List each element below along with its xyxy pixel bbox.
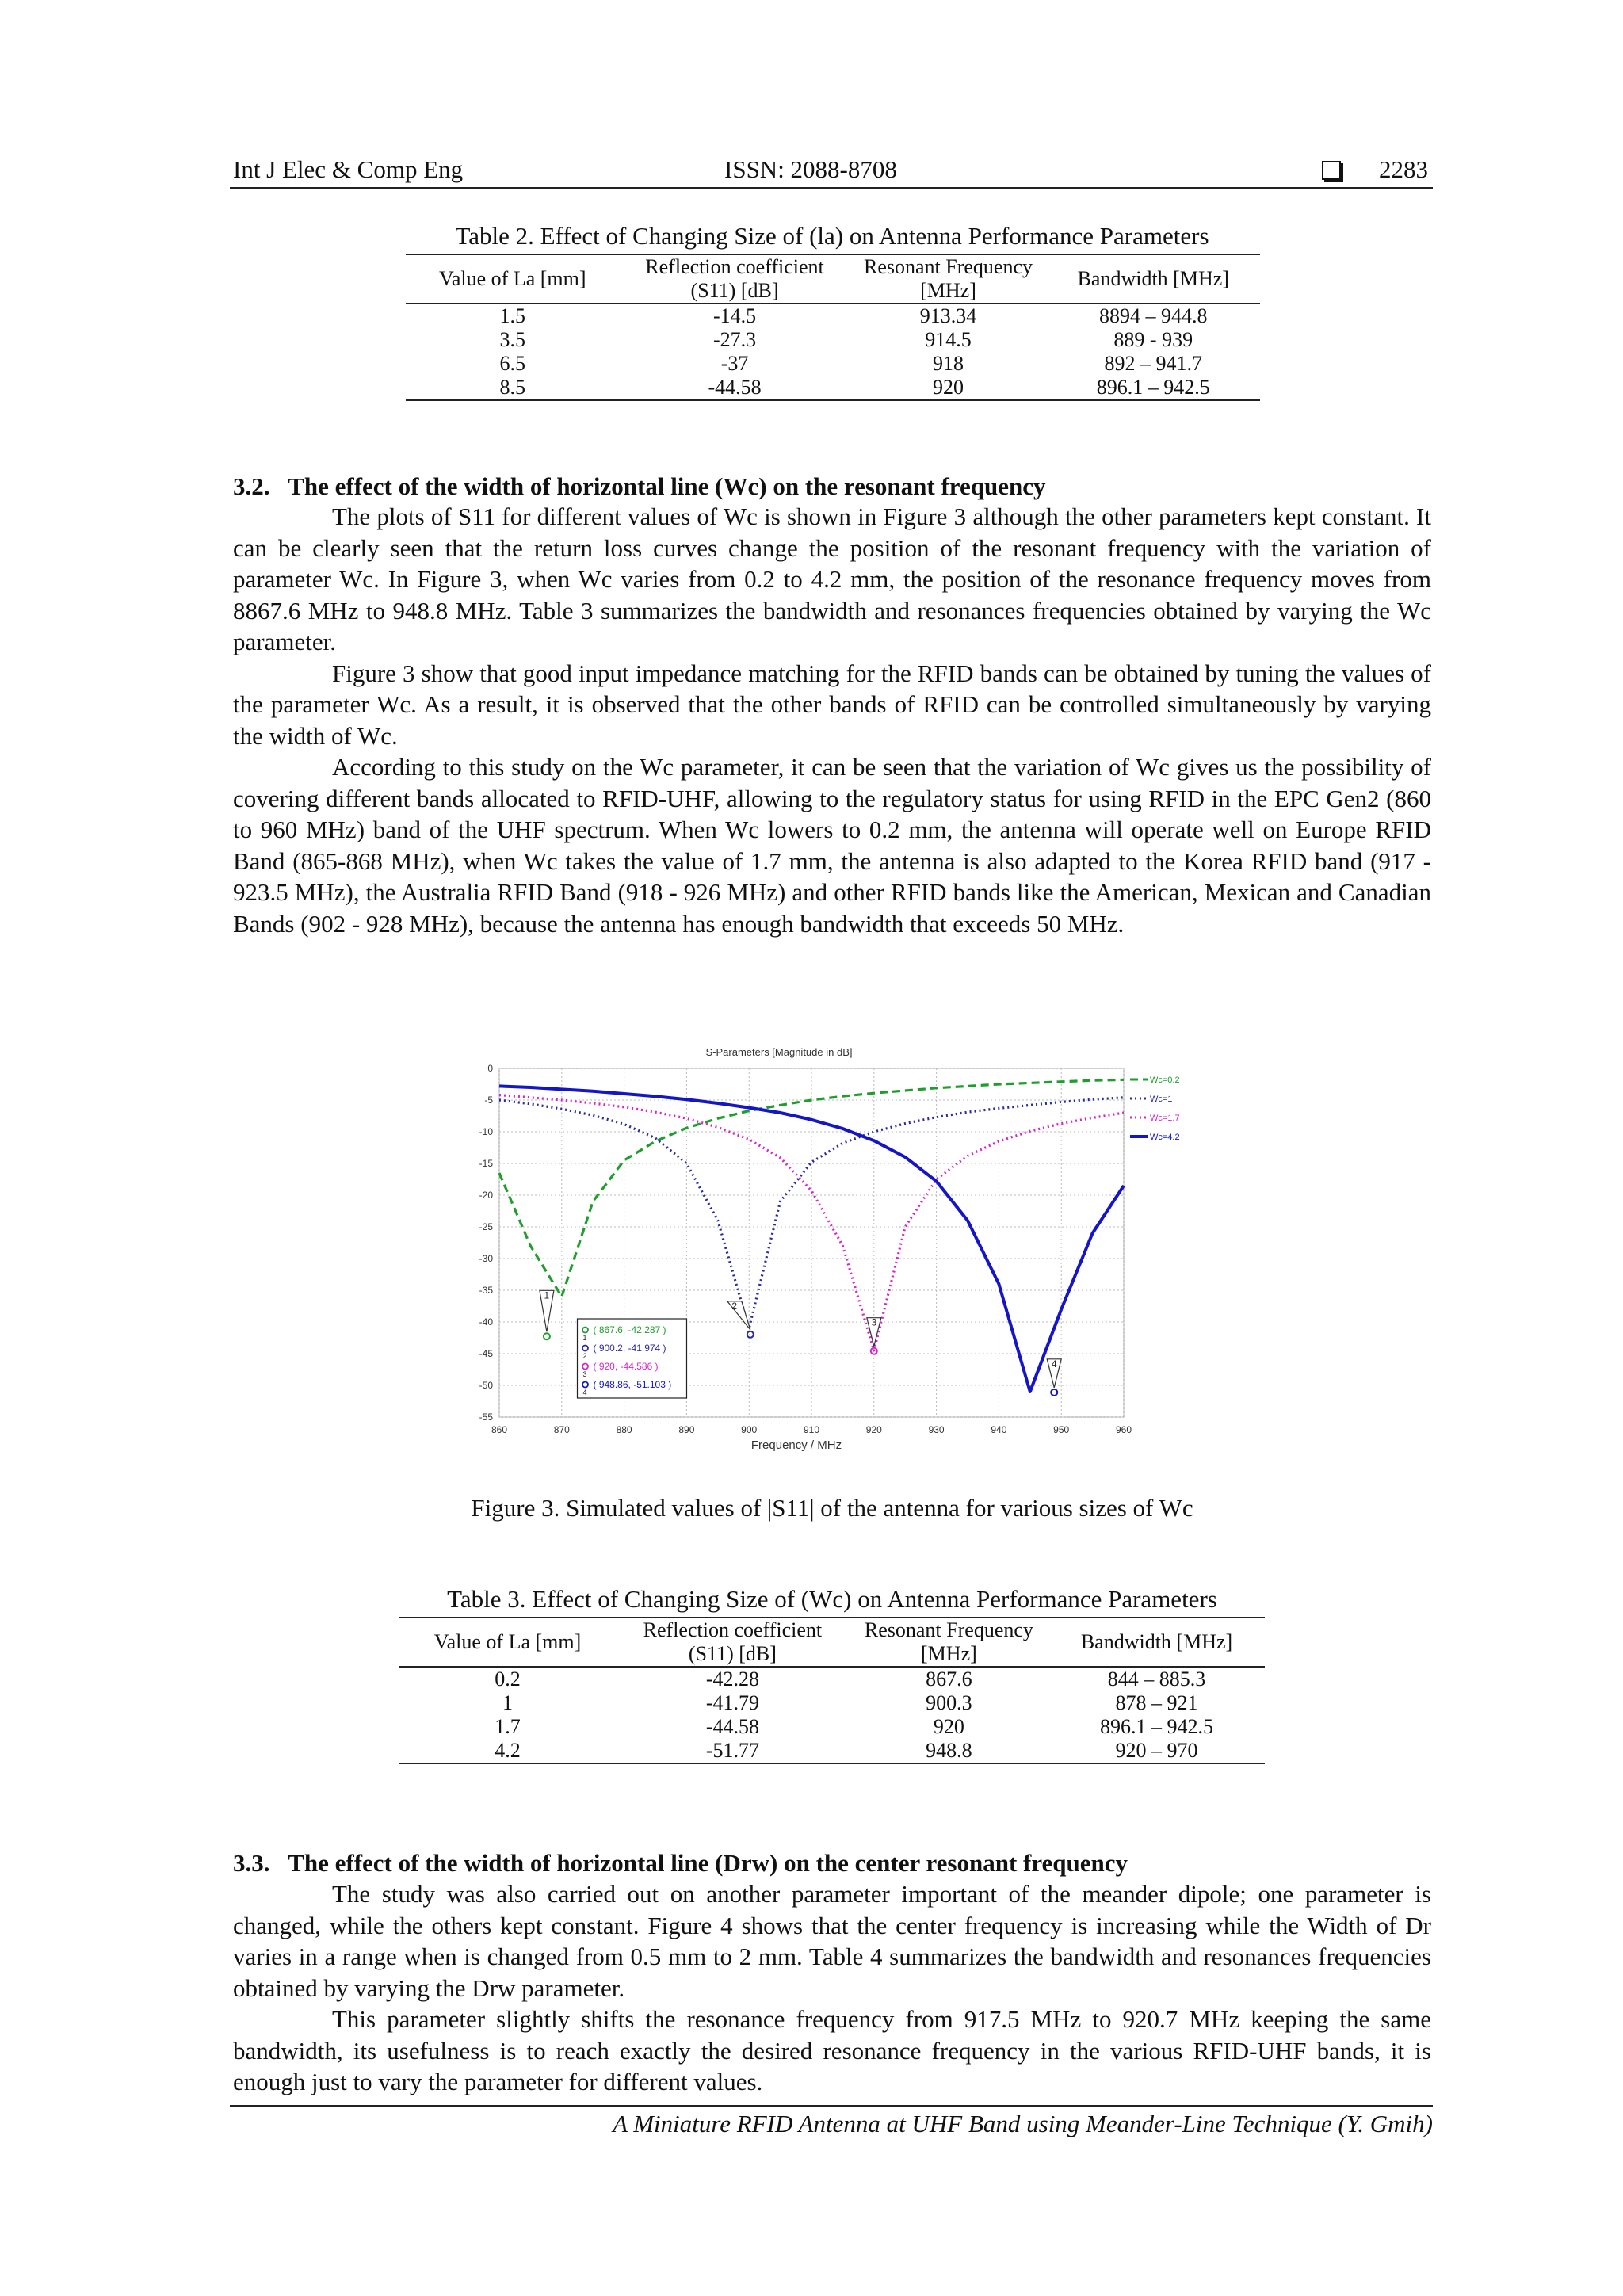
x-tick-label: 880 [616, 1424, 632, 1435]
x-tick-label: 910 [803, 1424, 820, 1435]
section-heading: 3.3. The effect of the width of horizontal line (Drw) on the center resonant frequency [233, 1849, 1128, 1877]
marker-number: 4 [1051, 1358, 1057, 1370]
table-row [406, 376, 1260, 400]
y-tick-label: 0 [487, 1063, 493, 1074]
y-tick-label: -55 [479, 1412, 493, 1423]
table-cell: 920 [933, 376, 964, 399]
legend-label: Wc=4.2 [1150, 1133, 1180, 1142]
page-number: 2283 [1379, 155, 1428, 183]
table2-caption: Table 2. Effect of Changing Size of (la) on Antenna Performance Parameters [455, 222, 1209, 250]
marker-number: 3 [871, 1316, 877, 1328]
table3-caption: Table 3. Effect of Changing Size of (Wc) on Antenna Performance Parameters [447, 1585, 1217, 1613]
figure3-caption: Figure 3. Simulated values of |S11| of the antenna for various sizes of Wc [471, 1494, 1193, 1522]
paragraph: Figure 3 show that good input impedance matching for the RFID bands can be obtained by tuning the values of the parameter Wc. As a result, it is observed that the other bands of RFID can be controlled simultaneously by varying the width of Wc. [233, 659, 1431, 750]
paragraph: According to this study on the Wc parameter, it can be seen that the variation of Wc gives us the possibility of covering different bands allocated to RFID-UHF, allowing to the regulatory status for using RFID in the EPC Gen2 (860 to 960 MHz) band of the UHF spectrum. When Wc lowers to 0.2 mm, the antenna will operate well on Europe RFID Band (865-868 MHz), when Wc takes the value of 1.7 mm, the antenna is also adapted to the Korea RFID band (917 - 923.5 MHz), the Australia RFID Band (918 - 926 MHz) and other RFID bands like the American, Mexican and Canadian Bands (902 - 928 MHz), because the antenna has enough bandwidth that exceeds 50 MHz. [233, 753, 1431, 938]
table-cell: 948.8 [926, 1739, 972, 1762]
table-cell: 920 [933, 1715, 964, 1738]
y-tick-label: -20 [479, 1190, 493, 1201]
y-tick-label: -15 [479, 1158, 493, 1169]
x-tick-label: 960 [1115, 1424, 1132, 1435]
y-tick-label: -30 [479, 1253, 493, 1264]
table-cell: 914.5 [925, 328, 972, 351]
table-cell: -27.3 [712, 328, 757, 351]
y-tick-label: -40 [479, 1316, 493, 1328]
footer-rule [230, 2105, 1433, 2107]
table-cell: 896.1 – 942.5 [1096, 376, 1210, 399]
marker-value: ( 920, -44.586 ) [593, 1361, 659, 1372]
table-cell: 4.2 [495, 1739, 521, 1762]
marker-index: 1 [582, 1334, 587, 1342]
marker-index: 4 [582, 1389, 587, 1396]
table2-header: Value of La [mm] [438, 267, 586, 290]
table-cell: 913.34 [919, 304, 977, 327]
table-row [406, 328, 1260, 352]
y-tick-label: -5 [484, 1095, 493, 1106]
s11-chart [466, 1038, 1191, 1473]
legend-label: Wc=1 [1150, 1095, 1173, 1104]
table3-header: Resonant Frequency [MHz] [864, 1618, 1033, 1665]
issn: ISSN: 2088-8708 [724, 155, 897, 183]
table-cell: 900.3 [926, 1691, 972, 1714]
x-axis-label: Frequency / MHz [750, 1438, 842, 1452]
table-cell: -37 [720, 352, 749, 375]
table-cell: 6.5 [499, 352, 525, 375]
table-cell: 918 [933, 352, 964, 375]
y-tick-label: -50 [479, 1380, 493, 1391]
marker-value: ( 900.2, -41.974 ) [593, 1343, 666, 1354]
table3 [399, 1617, 1265, 1764]
legend-label: Wc=0.2 [1150, 1075, 1180, 1085]
table-row [399, 1691, 1265, 1715]
table-cell: 1.5 [499, 304, 525, 327]
table-cell: 844 – 885.3 [1107, 1668, 1206, 1690]
table-cell: -51.77 [705, 1739, 759, 1762]
section-body [233, 1878, 1431, 2098]
table2-header: Reflection coefficient (S11) [dB] [645, 255, 824, 302]
table2 [406, 254, 1260, 401]
y-tick-label: -45 [479, 1348, 493, 1359]
x-tick-label: 860 [491, 1424, 508, 1435]
table-cell: 867.6 [926, 1668, 972, 1690]
table-cell: -41.79 [705, 1691, 759, 1714]
running-title: A Miniature RFID Antenna at UHF Band using Meander-Line Technique (Y. Gmih) [613, 2110, 1433, 2137]
table-row [399, 1667, 1265, 1691]
table-cell: 8.5 [499, 376, 525, 399]
x-tick-label: 950 [1053, 1424, 1070, 1435]
paragraph: This parameter slightly shifts the resonance frequency from 917.5 MHz to 920.7 MHz keeping the same bandwidth, its usefulness is to reach exactly the desired resonance frequency in the various RFID-UHF bands, it is enough just to vary the parameter for different values. [233, 2005, 1431, 2095]
section-heading: 3.2. The effect of the width of horizontal line (Wc) on the resonant frequency [233, 472, 1046, 500]
table-row [399, 1739, 1265, 1763]
journal-name: Int J Elec & Comp Eng [233, 155, 464, 183]
table2-header: Bandwidth [MHz] [1077, 267, 1229, 290]
marker-value: ( 948.86, -51.103 ) [593, 1379, 672, 1390]
marker-number: 2 [731, 1300, 738, 1312]
table3-header: Reflection coefficient (S11) [dB] [643, 1618, 823, 1665]
table2-header: Resonant Frequency [MHz] [864, 255, 1033, 302]
table-cell: 892 – 941.7 [1104, 352, 1202, 375]
table-cell: 0.2 [495, 1668, 521, 1690]
x-tick-label: 900 [741, 1424, 758, 1435]
legend-label: Wc=1.7 [1150, 1114, 1180, 1123]
paragraph: The study was also carried out on another parameter important of the meander dipole; one parameter is changed, while the others kept constant. Figure 4 shows that the center frequency is increasing while the Width of Dr varies in a range when is changed from 0.5 mm to 2 mm. Table 4 summarizes the bandwidth and resonances frequencies obtained by varying the Drw parameter. [233, 1880, 1431, 2002]
table-cell: 878 – 921 [1115, 1691, 1198, 1714]
x-tick-label: 920 [865, 1424, 882, 1435]
x-tick-label: 940 [991, 1424, 1007, 1435]
table-cell: -44.58 [705, 1715, 759, 1738]
table3-header: Value of La [mm] [433, 1630, 582, 1653]
table-cell: -44.58 [708, 376, 762, 399]
table-cell: 3.5 [499, 328, 525, 351]
marker-number: 1 [544, 1289, 550, 1301]
y-tick-label: -25 [479, 1221, 493, 1232]
chart-title: S-Parameters [Magnitude in dB] [705, 1046, 853, 1058]
marker-index: 3 [582, 1370, 587, 1378]
marker-index: 2 [582, 1352, 587, 1360]
table-cell: 8894 – 944.8 [1098, 304, 1208, 327]
table-row [406, 352, 1260, 376]
table3-header: Bandwidth [MHz] [1080, 1630, 1233, 1653]
header-rule [230, 187, 1433, 189]
table-cell: 889 - 939 [1113, 328, 1193, 351]
table-cell: -42.28 [705, 1668, 759, 1690]
square-box-icon [1322, 161, 1341, 180]
table-cell: 896.1 – 942.5 [1099, 1715, 1213, 1738]
table-cell: -14.5 [712, 304, 757, 327]
x-tick-label: 890 [678, 1424, 695, 1435]
table-row [406, 304, 1260, 328]
y-tick-label: -35 [479, 1285, 493, 1296]
section-body [233, 501, 1431, 939]
table-cell: 1.7 [495, 1715, 521, 1738]
paragraph: The plots of S11 for different values of Wc is shown in Figure 3 although the other parameters kept constant. It can be clearly seen that the return loss curves change the position of the resonant frequency with the variation of parameter Wc. In Figure 3, when Wc varies from 0.2 to 4.2 mm, the position of the resonance frequency moves from 8867.6 MHz to 948.8 MHz. Table 3 summarizes the bandwidth and resonances frequencies obtained by varying the Wc parameter. [233, 502, 1431, 655]
table-row [399, 1715, 1265, 1739]
x-tick-label: 930 [928, 1424, 945, 1435]
marker-value: ( 867.6, -42.287 ) [593, 1324, 666, 1335]
table-cell: 920 – 970 [1115, 1739, 1198, 1762]
y-tick-label: -10 [479, 1126, 493, 1137]
table-cell: 1 [502, 1691, 513, 1714]
x-tick-label: 870 [553, 1424, 570, 1435]
